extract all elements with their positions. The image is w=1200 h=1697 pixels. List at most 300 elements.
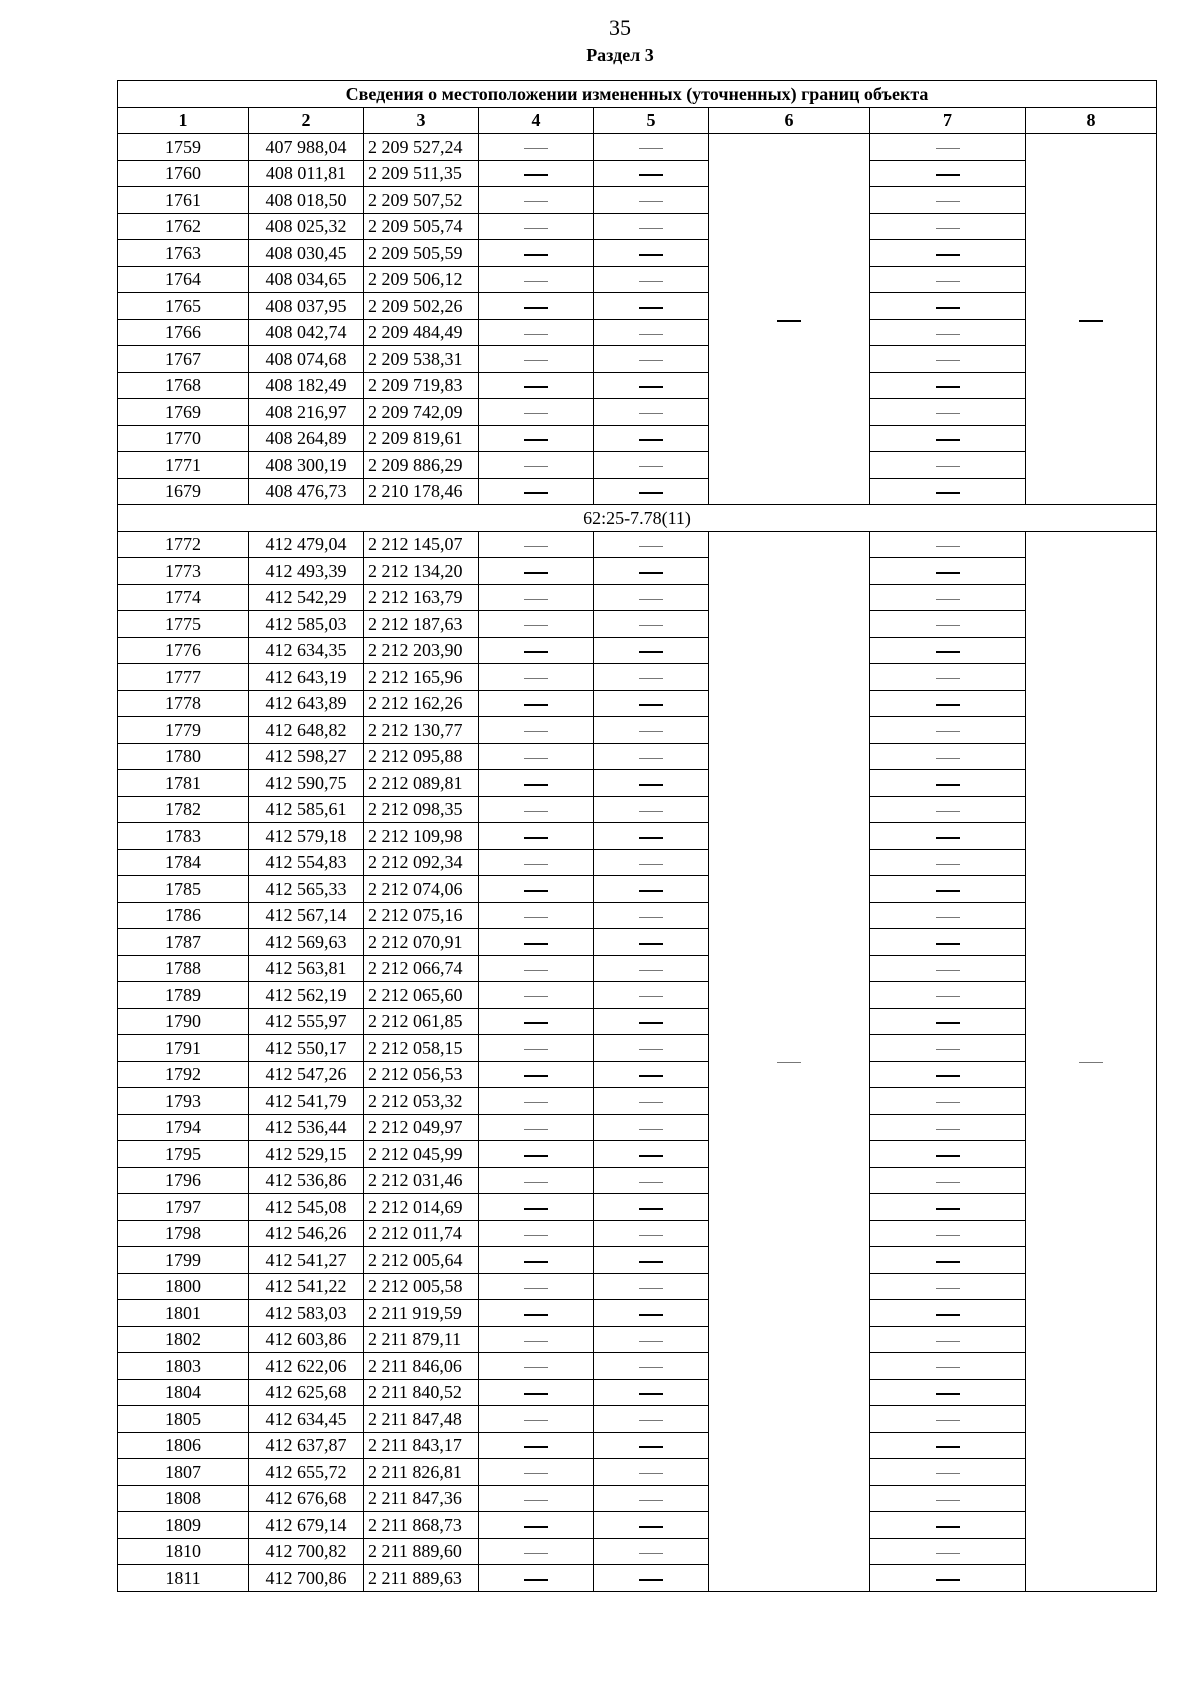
- point-number: 1806: [118, 1432, 249, 1459]
- coordinate-y: 2 212 031,46: [364, 1167, 479, 1194]
- empty-value-dash: [524, 1526, 548, 1528]
- col5-cell: [594, 1008, 709, 1035]
- coordinate-y: 2 212 095,88: [364, 743, 479, 770]
- coordinate-y: 2 209 507,52: [364, 187, 479, 214]
- col4-cell: [479, 1353, 594, 1380]
- coordinate-x: 412 479,04: [249, 531, 364, 558]
- col5-cell: [594, 319, 709, 346]
- col5-cell: [594, 452, 709, 479]
- col5-cell: [594, 929, 709, 956]
- col7-cell: [870, 399, 1026, 426]
- col4-cell: [479, 1008, 594, 1035]
- empty-value-dash: [936, 466, 960, 467]
- table-row: [118, 1194, 1157, 1221]
- empty-value-dash: [936, 943, 960, 945]
- empty-value-dash: [524, 1022, 548, 1024]
- empty-value-dash: [936, 1261, 960, 1263]
- empty-value-dash: [524, 254, 548, 256]
- col5-cell: [594, 611, 709, 638]
- empty-value-dash: [524, 1235, 548, 1236]
- coordinate-x: 408 037,95: [249, 293, 364, 320]
- coordinate-x: 408 476,73: [249, 478, 364, 505]
- point-number: 1759: [118, 134, 249, 161]
- coordinate-x: 412 579,18: [249, 823, 364, 850]
- empty-value-dash: [524, 1500, 548, 1501]
- col5-cell: [594, 240, 709, 267]
- coordinate-x: 408 030,45: [249, 240, 364, 267]
- coordinate-y: 2 210 178,46: [364, 478, 479, 505]
- empty-value-dash: [524, 386, 548, 388]
- empty-value-dash: [524, 1341, 548, 1342]
- empty-value-dash: [524, 678, 548, 679]
- empty-value-dash: [524, 864, 548, 865]
- table-row: [118, 399, 1157, 426]
- coordinate-y: 2 212 065,60: [364, 982, 479, 1009]
- coordinate-y: 2 211 826,81: [364, 1459, 479, 1486]
- empty-value-dash: [639, 1500, 663, 1501]
- table-row: [118, 1167, 1157, 1194]
- table-row: [118, 823, 1157, 850]
- coordinate-y: 2 212 163,79: [364, 584, 479, 611]
- table-row: [118, 1379, 1157, 1406]
- col7-cell: [870, 1220, 1026, 1247]
- empty-value-dash: [936, 148, 960, 149]
- coordinate-x: 412 546,26: [249, 1220, 364, 1247]
- coordinate-x: 412 585,03: [249, 611, 364, 638]
- col4-cell: [479, 1538, 594, 1565]
- col7-cell: [870, 1538, 1026, 1565]
- empty-value-dash: [936, 704, 960, 706]
- coordinate-y: 2 212 056,53: [364, 1061, 479, 1088]
- point-number: 1780: [118, 743, 249, 770]
- col5-cell: [594, 717, 709, 744]
- col7-cell: [870, 1167, 1026, 1194]
- col4-cell: [479, 1326, 594, 1353]
- col7-cell: [870, 1565, 1026, 1592]
- coordinate-y: 2 212 098,35: [364, 796, 479, 823]
- col5-cell: [594, 690, 709, 717]
- table-row: [118, 637, 1157, 664]
- coordinate-y: 2 212 165,96: [364, 664, 479, 691]
- coordinate-x: 412 541,79: [249, 1088, 364, 1115]
- empty-value-dash: [1079, 320, 1103, 322]
- col7-cell: [870, 1061, 1026, 1088]
- empty-value-dash: [936, 1022, 960, 1024]
- empty-value-dash: [936, 811, 960, 812]
- empty-value-dash: [639, 1393, 663, 1395]
- empty-value-dash: [936, 758, 960, 759]
- col4-cell: [479, 1406, 594, 1433]
- col5-cell: [594, 266, 709, 293]
- empty-value-dash: [936, 1049, 960, 1050]
- col4-cell: [479, 134, 594, 161]
- empty-value-dash: [936, 307, 960, 309]
- coordinate-x: 412 550,17: [249, 1035, 364, 1062]
- empty-value-dash: [524, 1182, 548, 1183]
- col5-cell: [594, 876, 709, 903]
- coordinate-x: 412 648,82: [249, 717, 364, 744]
- coordinate-x: 412 676,68: [249, 1485, 364, 1512]
- empty-value-dash: [639, 307, 663, 309]
- col4-cell: [479, 1432, 594, 1459]
- col5-cell: [594, 1273, 709, 1300]
- coordinate-x: 408 034,65: [249, 266, 364, 293]
- table-row: [118, 1247, 1157, 1274]
- table-row: [118, 1485, 1157, 1512]
- table-row: [118, 372, 1157, 399]
- empty-value-dash: [524, 201, 548, 202]
- table-row: [118, 584, 1157, 611]
- table-row: [118, 187, 1157, 214]
- col5-cell: [594, 1114, 709, 1141]
- point-number: 1810: [118, 1538, 249, 1565]
- empty-value-dash: [639, 917, 663, 918]
- coordinate-y: 2 209 502,26: [364, 293, 479, 320]
- coordinate-x: 412 590,75: [249, 770, 364, 797]
- coordinate-y: 2 212 145,07: [364, 531, 479, 558]
- empty-value-dash: [524, 837, 548, 839]
- col7-cell: [870, 664, 1026, 691]
- empty-value-dash: [936, 1235, 960, 1236]
- coordinate-x: 412 562,19: [249, 982, 364, 1009]
- empty-value-dash: [639, 572, 663, 574]
- empty-value-dash: [639, 837, 663, 839]
- col8-merged-cell: [1026, 531, 1157, 1591]
- col4-cell: [479, 452, 594, 479]
- table-row: [118, 1326, 1157, 1353]
- coordinate-x: 407 988,04: [249, 134, 364, 161]
- coordinate-x: 412 655,72: [249, 1459, 364, 1486]
- empty-value-dash: [639, 1473, 663, 1474]
- col5-cell: [594, 425, 709, 452]
- empty-value-dash: [524, 1288, 548, 1289]
- point-number: 1787: [118, 929, 249, 956]
- col7-cell: [870, 531, 1026, 558]
- col4-cell: [479, 240, 594, 267]
- group-header-row: [118, 505, 1157, 532]
- coordinate-y: 2 212 011,74: [364, 1220, 479, 1247]
- col7-cell: [870, 1406, 1026, 1433]
- col4-cell: [479, 213, 594, 240]
- col7-cell: [870, 1141, 1026, 1168]
- col7-cell: [870, 982, 1026, 1009]
- col5-cell: [594, 1459, 709, 1486]
- col4-cell: [479, 796, 594, 823]
- empty-value-dash: [524, 281, 548, 282]
- empty-value-dash: [936, 996, 960, 997]
- table-row: [118, 1353, 1157, 1380]
- empty-value-dash: [524, 466, 548, 467]
- empty-value-dash: [936, 890, 960, 892]
- table-row: [118, 1538, 1157, 1565]
- empty-value-dash: [639, 439, 663, 441]
- empty-value-dash: [524, 439, 548, 441]
- col7-cell: [870, 823, 1026, 850]
- col4-cell: [479, 1035, 594, 1062]
- empty-value-dash: [936, 1420, 960, 1421]
- col7-cell: [870, 1273, 1026, 1300]
- table-row: [118, 1512, 1157, 1539]
- col5-cell: [594, 1353, 709, 1380]
- table-row: [118, 1061, 1157, 1088]
- empty-value-dash: [936, 1129, 960, 1130]
- column-header: 5: [594, 107, 709, 134]
- empty-value-dash: [777, 320, 801, 322]
- col5-cell: [594, 531, 709, 558]
- empty-value-dash: [639, 1553, 663, 1554]
- coordinate-x: 412 598,27: [249, 743, 364, 770]
- coordinate-x: 412 563,81: [249, 955, 364, 982]
- empty-value-dash: [639, 1261, 663, 1263]
- coordinate-y: 2 212 134,20: [364, 558, 479, 585]
- table-row: [118, 478, 1157, 505]
- point-number: 1768: [118, 372, 249, 399]
- col4-cell: [479, 849, 594, 876]
- point-number: 1799: [118, 1247, 249, 1274]
- coordinate-x: 408 216,97: [249, 399, 364, 426]
- coordinate-x: 412 541,27: [249, 1247, 364, 1274]
- table-row: [118, 849, 1157, 876]
- empty-value-dash: [524, 1075, 548, 1077]
- coordinate-x: 412 493,39: [249, 558, 364, 585]
- coordinate-x: 408 264,89: [249, 425, 364, 452]
- col5-cell: [594, 796, 709, 823]
- table-row: [118, 1035, 1157, 1062]
- empty-value-dash: [524, 413, 548, 414]
- col4-cell: [479, 425, 594, 452]
- col5-cell: [594, 1035, 709, 1062]
- coordinate-x: 412 643,19: [249, 664, 364, 691]
- coordinate-y: 2 209 886,29: [364, 452, 479, 479]
- table-row: [118, 346, 1157, 373]
- table-row: [118, 1114, 1157, 1141]
- table-row: [118, 1088, 1157, 1115]
- empty-value-dash: [524, 651, 548, 653]
- empty-value-dash: [524, 811, 548, 812]
- empty-value-dash: [639, 466, 663, 467]
- empty-value-dash: [639, 1420, 663, 1421]
- col5-cell: [594, 1565, 709, 1592]
- col4-cell: [479, 584, 594, 611]
- coordinate-x: 412 585,61: [249, 796, 364, 823]
- table-row: [118, 902, 1157, 929]
- table-row: [118, 876, 1157, 903]
- col7-cell: [870, 1326, 1026, 1353]
- col4-cell: [479, 478, 594, 505]
- col4-cell: [479, 531, 594, 558]
- empty-value-dash: [639, 1049, 663, 1050]
- empty-value-dash: [524, 1420, 548, 1421]
- table-row: [118, 743, 1157, 770]
- point-number: 1792: [118, 1061, 249, 1088]
- table-row: [118, 319, 1157, 346]
- col4-cell: [479, 293, 594, 320]
- col5-cell: [594, 637, 709, 664]
- coordinate-y: 2 212 066,74: [364, 955, 479, 982]
- col7-cell: [870, 902, 1026, 929]
- point-number: 1801: [118, 1300, 249, 1327]
- table-row: [118, 611, 1157, 638]
- point-number: 1764: [118, 266, 249, 293]
- coordinate-x: 412 547,26: [249, 1061, 364, 1088]
- empty-value-dash: [639, 1075, 663, 1077]
- empty-value-dash: [639, 228, 663, 229]
- coordinate-y: 2 209 719,83: [364, 372, 479, 399]
- coordinate-y: 2 212 187,63: [364, 611, 479, 638]
- point-number: 1782: [118, 796, 249, 823]
- col5-cell: [594, 1300, 709, 1327]
- col4-cell: [479, 1220, 594, 1247]
- table-row: [118, 982, 1157, 1009]
- table-row: [118, 134, 1157, 161]
- col7-cell: [870, 1247, 1026, 1274]
- coordinate-x: 408 011,81: [249, 160, 364, 187]
- coordinate-y: 2 212 092,34: [364, 849, 479, 876]
- empty-value-dash: [639, 254, 663, 256]
- point-number: 1798: [118, 1220, 249, 1247]
- coordinate-y: 2 209 511,35: [364, 160, 479, 187]
- empty-value-dash: [524, 1553, 548, 1554]
- coordinate-y: 2 209 527,24: [364, 134, 479, 161]
- empty-value-dash: [639, 625, 663, 626]
- coordinate-x: 412 583,03: [249, 1300, 364, 1327]
- table-row: [118, 452, 1157, 479]
- point-number: 1809: [118, 1512, 249, 1539]
- empty-value-dash: [524, 996, 548, 997]
- coordinate-x: 412 542,29: [249, 584, 364, 611]
- empty-value-dash: [524, 174, 548, 176]
- col7-cell: [870, 1008, 1026, 1035]
- empty-value-dash: [936, 413, 960, 414]
- coordinate-x: 412 679,14: [249, 1512, 364, 1539]
- empty-value-dash: [936, 572, 960, 574]
- col4-cell: [479, 690, 594, 717]
- empty-value-dash: [639, 334, 663, 335]
- point-number: 1770: [118, 425, 249, 452]
- empty-value-dash: [639, 1579, 663, 1581]
- col7-cell: [870, 1114, 1026, 1141]
- col7-cell: [870, 1512, 1026, 1539]
- empty-value-dash: [639, 201, 663, 202]
- empty-value-dash: [639, 1208, 663, 1210]
- empty-value-dash: [524, 1049, 548, 1050]
- coordinate-y: 2 209 505,74: [364, 213, 479, 240]
- empty-value-dash: [524, 307, 548, 309]
- point-number: 1773: [118, 558, 249, 585]
- coordinate-x: 412 603,86: [249, 1326, 364, 1353]
- col4-cell: [479, 1379, 594, 1406]
- point-number: 1803: [118, 1353, 249, 1380]
- col5-cell: [594, 1194, 709, 1221]
- col4-cell: [479, 876, 594, 903]
- col5-cell: [594, 213, 709, 240]
- table-row: [118, 664, 1157, 691]
- col7-cell: [870, 1035, 1026, 1062]
- point-number: 1800: [118, 1273, 249, 1300]
- empty-value-dash: [524, 970, 548, 971]
- col4-cell: [479, 929, 594, 956]
- col5-cell: [594, 823, 709, 850]
- col5-cell: [594, 955, 709, 982]
- boundary-coordinates-table: [117, 80, 1157, 1592]
- coordinate-y: 2 212 203,90: [364, 637, 479, 664]
- col5-cell: [594, 1485, 709, 1512]
- col7-cell: [870, 690, 1026, 717]
- col7-cell: [870, 187, 1026, 214]
- coordinate-y: 2 212 005,64: [364, 1247, 479, 1274]
- empty-value-dash: [639, 1129, 663, 1130]
- table-row: [118, 1273, 1157, 1300]
- point-number: 1763: [118, 240, 249, 267]
- coordinate-x: 412 643,89: [249, 690, 364, 717]
- coordinate-y: 2 211 846,06: [364, 1353, 479, 1380]
- coordinate-x: 412 700,82: [249, 1538, 364, 1565]
- col5-cell: [594, 1406, 709, 1433]
- col7-cell: [870, 849, 1026, 876]
- table-row: [118, 1432, 1157, 1459]
- empty-value-dash: [639, 1235, 663, 1236]
- col5-cell: [594, 1088, 709, 1115]
- table-body: [118, 134, 1157, 1592]
- col5-cell: [594, 160, 709, 187]
- coordinate-x: 412 700,86: [249, 1565, 364, 1592]
- empty-value-dash: [524, 1129, 548, 1130]
- coordinate-y: 2 212 045,99: [364, 1141, 479, 1168]
- empty-value-dash: [936, 439, 960, 441]
- col8-merged-cell: [1026, 134, 1157, 505]
- col5-cell: [594, 902, 709, 929]
- empty-value-dash: [524, 148, 548, 149]
- empty-value-dash: [639, 1446, 663, 1448]
- empty-value-dash: [639, 281, 663, 282]
- coordinate-y: 2 212 070,91: [364, 929, 479, 956]
- col7-cell: [870, 611, 1026, 638]
- point-number: 1766: [118, 319, 249, 346]
- table-row: [118, 929, 1157, 956]
- empty-value-dash: [639, 784, 663, 786]
- point-number: 1679: [118, 478, 249, 505]
- col5-cell: [594, 770, 709, 797]
- empty-value-dash: [936, 1553, 960, 1554]
- point-number: 1760: [118, 160, 249, 187]
- empty-value-dash: [639, 811, 663, 812]
- empty-value-dash: [936, 1367, 960, 1368]
- empty-value-dash: [639, 678, 663, 679]
- coordinate-y: 2 211 889,63: [364, 1565, 479, 1592]
- point-number: 1804: [118, 1379, 249, 1406]
- coordinate-x: 412 536,44: [249, 1114, 364, 1141]
- coordinate-y: 2 211 847,48: [364, 1406, 479, 1433]
- col7-cell: [870, 1088, 1026, 1115]
- empty-value-dash: [639, 1288, 663, 1289]
- empty-value-dash: [639, 996, 663, 997]
- empty-value-dash: [639, 758, 663, 759]
- coordinate-x: 408 042,74: [249, 319, 364, 346]
- table-row: [118, 1406, 1157, 1433]
- empty-value-dash: [524, 1102, 548, 1103]
- empty-value-dash: [524, 1393, 548, 1395]
- table-row: [118, 213, 1157, 240]
- point-number: 1794: [118, 1114, 249, 1141]
- point-number: 1790: [118, 1008, 249, 1035]
- empty-value-dash: [639, 360, 663, 361]
- empty-value-dash: [524, 1261, 548, 1263]
- col4-cell: [479, 372, 594, 399]
- empty-value-dash: [936, 970, 960, 971]
- col7-cell: [870, 1485, 1026, 1512]
- empty-value-dash: [936, 1341, 960, 1342]
- point-number: 1769: [118, 399, 249, 426]
